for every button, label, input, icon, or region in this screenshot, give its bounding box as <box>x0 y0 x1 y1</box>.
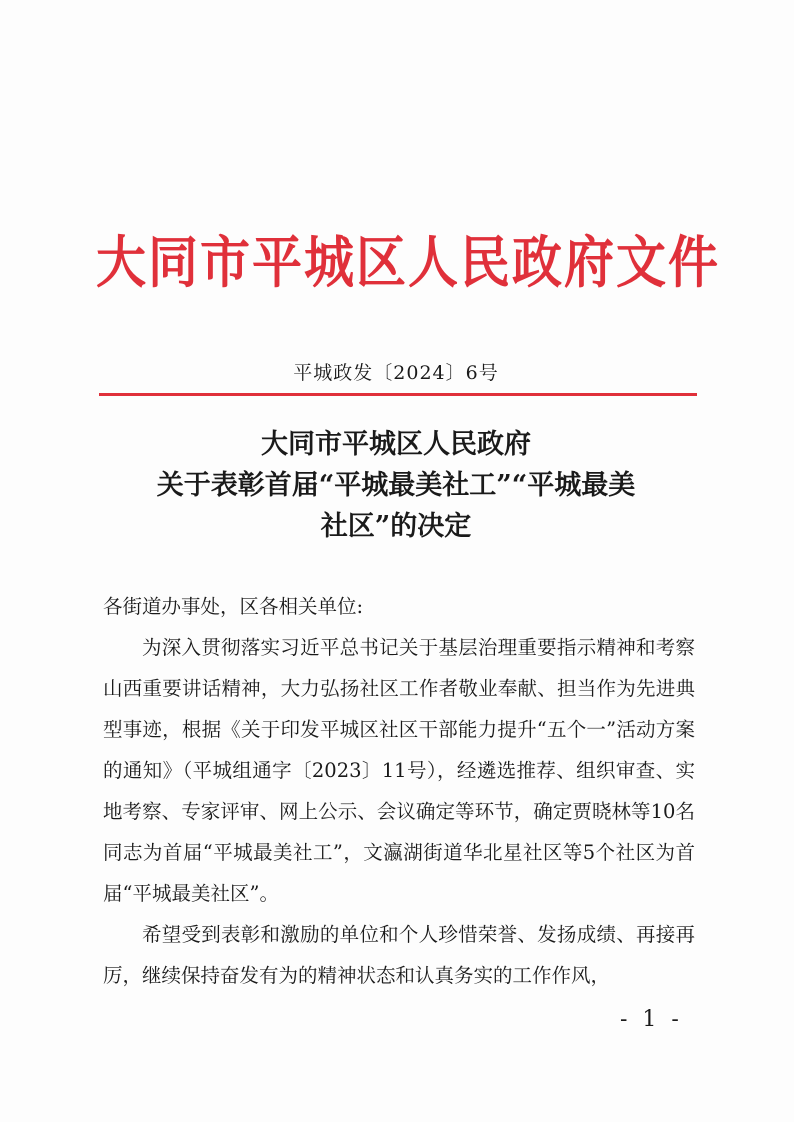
document-number: 平城政发〔2024〕6号 <box>293 362 499 384</box>
body-paragraph-1: 为深入贯彻落实习近平总书记关于基层治理重要指示精神和考察山西重要讲话精神，大力弘扬社区工作者敬业奉献、担当作为先进典型事迹，根据《关于印发平城区社区干部能力提升“五个一”活动方案的通知》（平城组通字〔2023〕11号），经遴选推荐、组织审查、实地考察、专家评审、网上公示、会议确定等环节，确定贾晓林等10名同志为首届“平城最美社工”，文瀛湖街道华北星社区等5个社区为首届“平城最美社区”。 <box>103 636 695 905</box>
page-number: - 1 - <box>620 1007 683 1032</box>
salutation: 各街道办事处，区各相关单位: <box>103 595 364 618</box>
red-divider-line <box>99 393 697 396</box>
issuer-header-title: 大同市平城区人民政府文件 <box>96 229 720 296</box>
title-line-1: 大同市平城区人民政府 <box>261 429 531 460</box>
body-paragraph-2: 希望受到表彰和激励的单位和个人珍惜荣誉、发扬成绩、再接再厉，继续保持奋发有为的精神状态和认真务实的工作作风， <box>103 923 695 987</box>
document-title <box>96 424 696 547</box>
title-line-2: 关于表彰首届“平城最美社工”“平城最美 <box>156 470 636 501</box>
title-line-3: 社区”的决定 <box>320 511 472 542</box>
document-body <box>103 586 695 996</box>
